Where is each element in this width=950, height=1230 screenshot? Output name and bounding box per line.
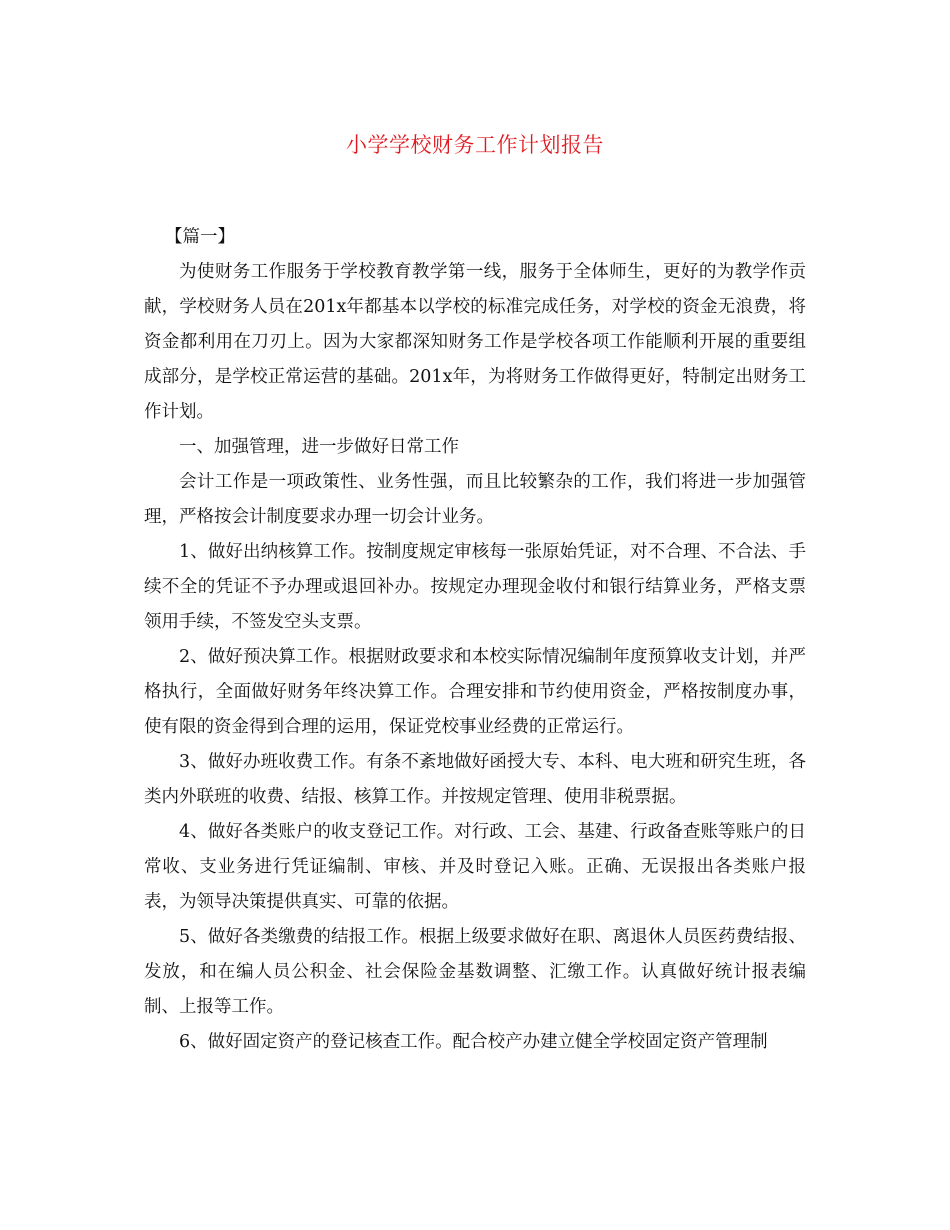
heading-section-one: 一、加强管理，进一步做好日常工作 (179, 437, 459, 457)
document-body (144, 220, 806, 1060)
paragraph-item-1: 1、做好出纳核算工作。按制度规定审核每一张原始凭证，对不合理、不合法、手续不全的凭证不予办理或退回补办。按规定办理现金收付和银行结算业务，严格支票领用手续，不签发空头支票。 (144, 542, 806, 632)
paragraph-item-2: 2、做好预决算工作。根据财政要求和本校实际情况编制年度预算收支计划，并严格执行，全面做好财务年终决算工作。合理安排和节约使用资金，严格按制度办事，使有限的资金得到合理的运用，保证党校事业经费的正常运行。 (144, 647, 806, 737)
paragraph-item-5: 5、做好各类缴费的结报工作。根据上级要求做好在职、离退休人员医药费结报、发放，和在编人员公积金、社会保险金基数调整、汇缴工作。认真做好统计报表编制、上报等工作。 (144, 927, 806, 1017)
document-title: 小学学校财务工作计划报告 (346, 133, 604, 157)
paragraph-accounting-overview: 会计工作是一项政策性、业务性强，而且比较繁杂的工作，我们将进一步加强管理，严格按会计制度要求办理一切会计业务。 (144, 472, 806, 527)
paragraph-item-6: 6、做好固定资产的登记核查工作。配合校产办建立健全学校固定资产管理制 (179, 1032, 768, 1052)
paragraph-item-3: 3、做好办班收费工作。有条不紊地做好函授大专、本科、电大班和研究生班，各类内外联班的收费、结报、核算工作。并按规定管理、使用非税票据。 (144, 752, 806, 807)
paragraph-intro: 为使财务工作服务于学校教育教学第一线，服务于全体师生，更好的为教学作贡献，学校财务人员在201x年都基本以学校的标准完成任务，对学校的资金无浪费，将资金都利用在刀刃上。因为大家都深知财务工作是学校各项工作能顺利开展的重要组成部分，是学校正常运营的基础。201x年，为将财务工作做得更好，特制定出财务工作计划。 (144, 262, 806, 422)
paragraph-item-4: 4、做好各类账户的收支登记工作。对行政、工会、基建、行政备查账等账户的日常收、支业务进行凭证编制、审核、并及时登记入账。正确、无误报出各类账户报表，为领导决策提供真实、可靠的依据。 (144, 822, 806, 912)
section-label: 【篇一】 (165, 227, 235, 247)
